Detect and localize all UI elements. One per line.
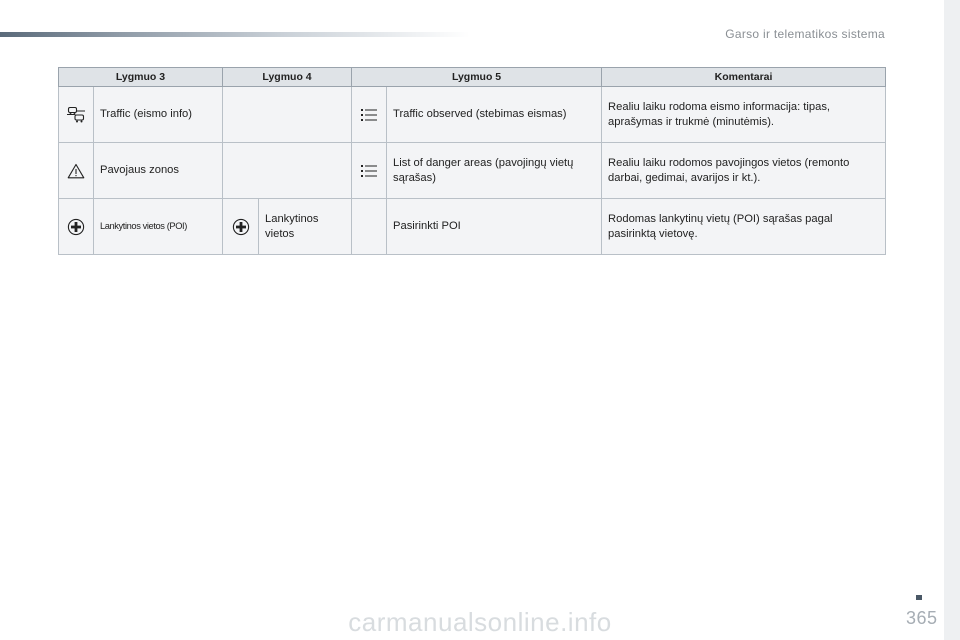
table-header-row (59, 68, 886, 87)
poi-plus-icon (232, 218, 250, 236)
menu-levels-table (58, 67, 886, 255)
row1-l4-text (223, 87, 352, 143)
row2-l4-text (223, 143, 352, 199)
traffic-info-icon (66, 106, 86, 124)
row3-l4-text: Lankytinos vietos (259, 199, 352, 255)
row2-l5-text: List of danger areas (pavojingų vietų sąrašas) (387, 143, 602, 199)
row1-l3-text: Traffic (eismo info) (94, 87, 223, 143)
row1-l5-text: Traffic observed (stebimas eismas) (387, 87, 602, 143)
row1-l3-icon-cell (59, 87, 94, 143)
row2-l3-text: Pavojaus zonos (94, 143, 223, 199)
header-level-3: Lygmuo 3 (59, 68, 223, 87)
section-title: Garso ir telematikos sistema (725, 27, 885, 41)
row1-comment: Realiu laiku rodoma eismo informacija: tipas, aprašymas ir trukmė (minutėmis). (602, 87, 886, 143)
warning-triangle-icon (67, 163, 85, 179)
table-row (59, 143, 886, 199)
row2-l3-icon-cell (59, 143, 94, 199)
row3-l5-icon-cell (352, 199, 387, 255)
row3-l5-text: Pasirinkti POI (387, 199, 602, 255)
header-decor-bar (0, 32, 470, 37)
header-comments: Komentarai (602, 68, 886, 87)
header-level-5: Lygmuo 5 (352, 68, 602, 87)
header-level-4: Lygmuo 4 (223, 68, 352, 87)
poi-plus-icon (67, 218, 85, 236)
page-number: 365 (906, 608, 938, 628)
row2-comment: Realiu laiku rodomos pavojingos vietos (remonto darbai, gedimai, avarijos ir kt.). (602, 143, 886, 199)
row2-l5-icon-cell (352, 143, 387, 199)
row1-l5-icon-cell (352, 87, 387, 143)
page-edge-strip (944, 0, 960, 640)
footer-marker (916, 595, 922, 600)
list-icon (360, 163, 378, 179)
row3-l3-text: Lankytinos vietos (POI) (94, 199, 223, 255)
row3-l4-icon-cell (223, 199, 259, 255)
table-row (59, 87, 886, 143)
watermark: carmanualsonline.info (348, 607, 612, 637)
list-icon (360, 107, 378, 123)
row3-l3-icon-cell (59, 199, 94, 255)
row3-comment: Rodomas lankytinų vietų (POI) sąrašas pagal pasirinktą vietovę. (602, 199, 886, 255)
table-row (59, 199, 886, 255)
